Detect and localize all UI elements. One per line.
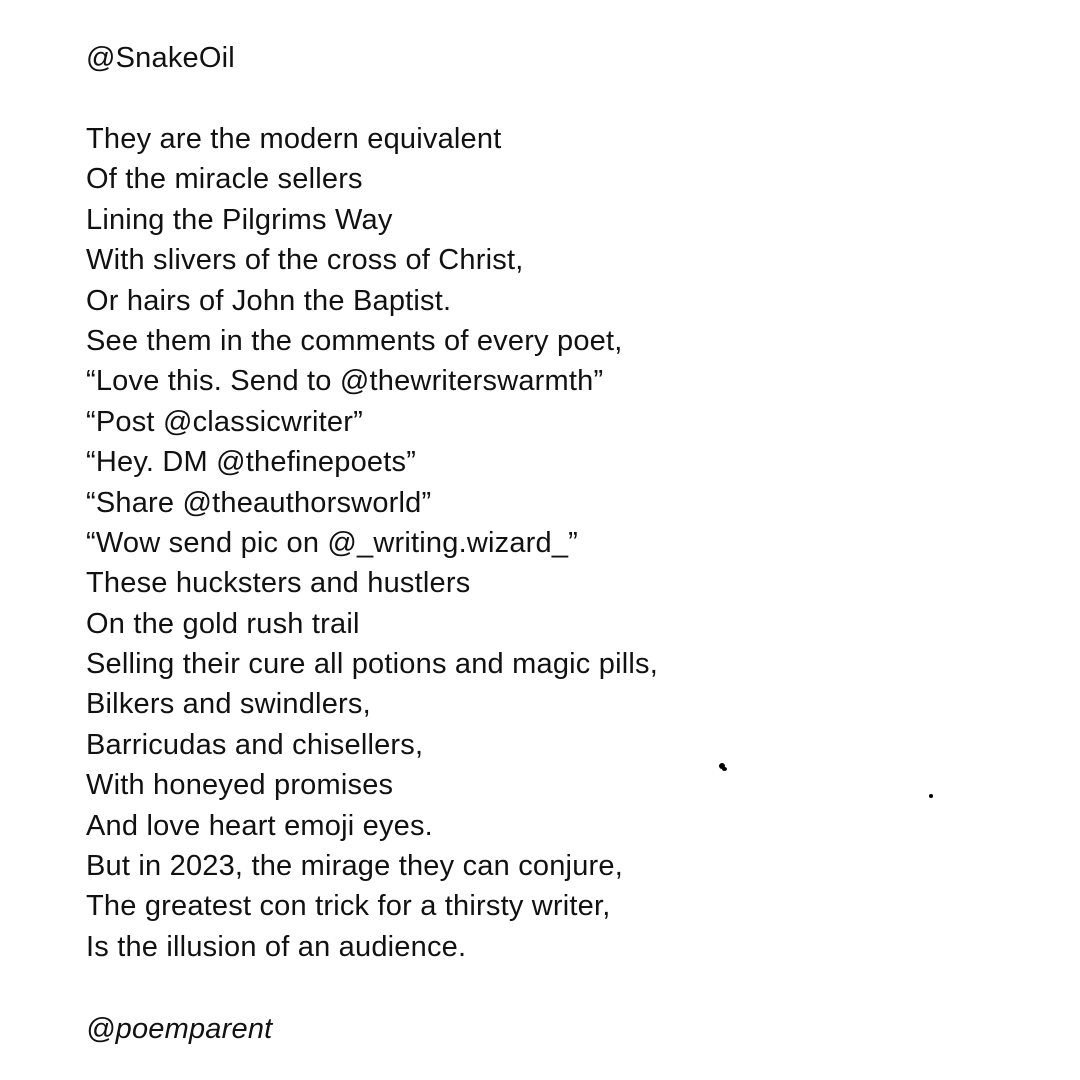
poem-line: “Wow send pic on @_writing.wizard_” bbox=[86, 526, 579, 559]
poem-line: “Love this. Send to @thewriterswarmth” bbox=[86, 365, 604, 398]
poem-title: @SnakeOil bbox=[86, 42, 235, 74]
poem-line: With honeyed promises bbox=[86, 769, 394, 802]
poem-line: Of the miracle sellers bbox=[86, 163, 363, 196]
poem-line: Selling their cure all potions and magic pills, bbox=[86, 648, 658, 681]
poem-line: These hucksters and hustlers bbox=[86, 567, 471, 600]
poem-line: Lining the Pilgrims Way bbox=[86, 203, 393, 236]
poem-line: “Hey. DM @thefinepoets” bbox=[86, 446, 417, 479]
poem-line: And love heart emoji eyes. bbox=[86, 809, 433, 842]
poem-line: Barricudas and chisellers, bbox=[86, 728, 424, 761]
poem-line: They are the modern equivalent bbox=[86, 123, 502, 155]
poem-line: With slivers of the cross of Christ, bbox=[86, 244, 524, 277]
poem-line: But in 2023, the mirage they can conjure, bbox=[86, 850, 623, 883]
poem-line: “Post @classicwriter” bbox=[86, 405, 363, 438]
author-signature: @poemparent bbox=[86, 1013, 273, 1045]
poem-line: “Share @theauthorsworld” bbox=[86, 486, 432, 519]
ink-speck bbox=[929, 794, 933, 798]
poem-line: The greatest con trick for a thirsty writer, bbox=[86, 890, 611, 923]
ink-speck bbox=[722, 767, 727, 771]
poem-body bbox=[86, 119, 658, 967]
poem-line: Or hairs of John the Baptist. bbox=[86, 284, 452, 317]
poem-line: On the gold rush trail bbox=[86, 607, 360, 640]
poem-line: See them in the comments of every poet, bbox=[86, 324, 623, 357]
poem-line: Bilkers and swindlers, bbox=[86, 688, 371, 721]
poem-line: Is the illusion of an audience. bbox=[86, 930, 467, 963]
